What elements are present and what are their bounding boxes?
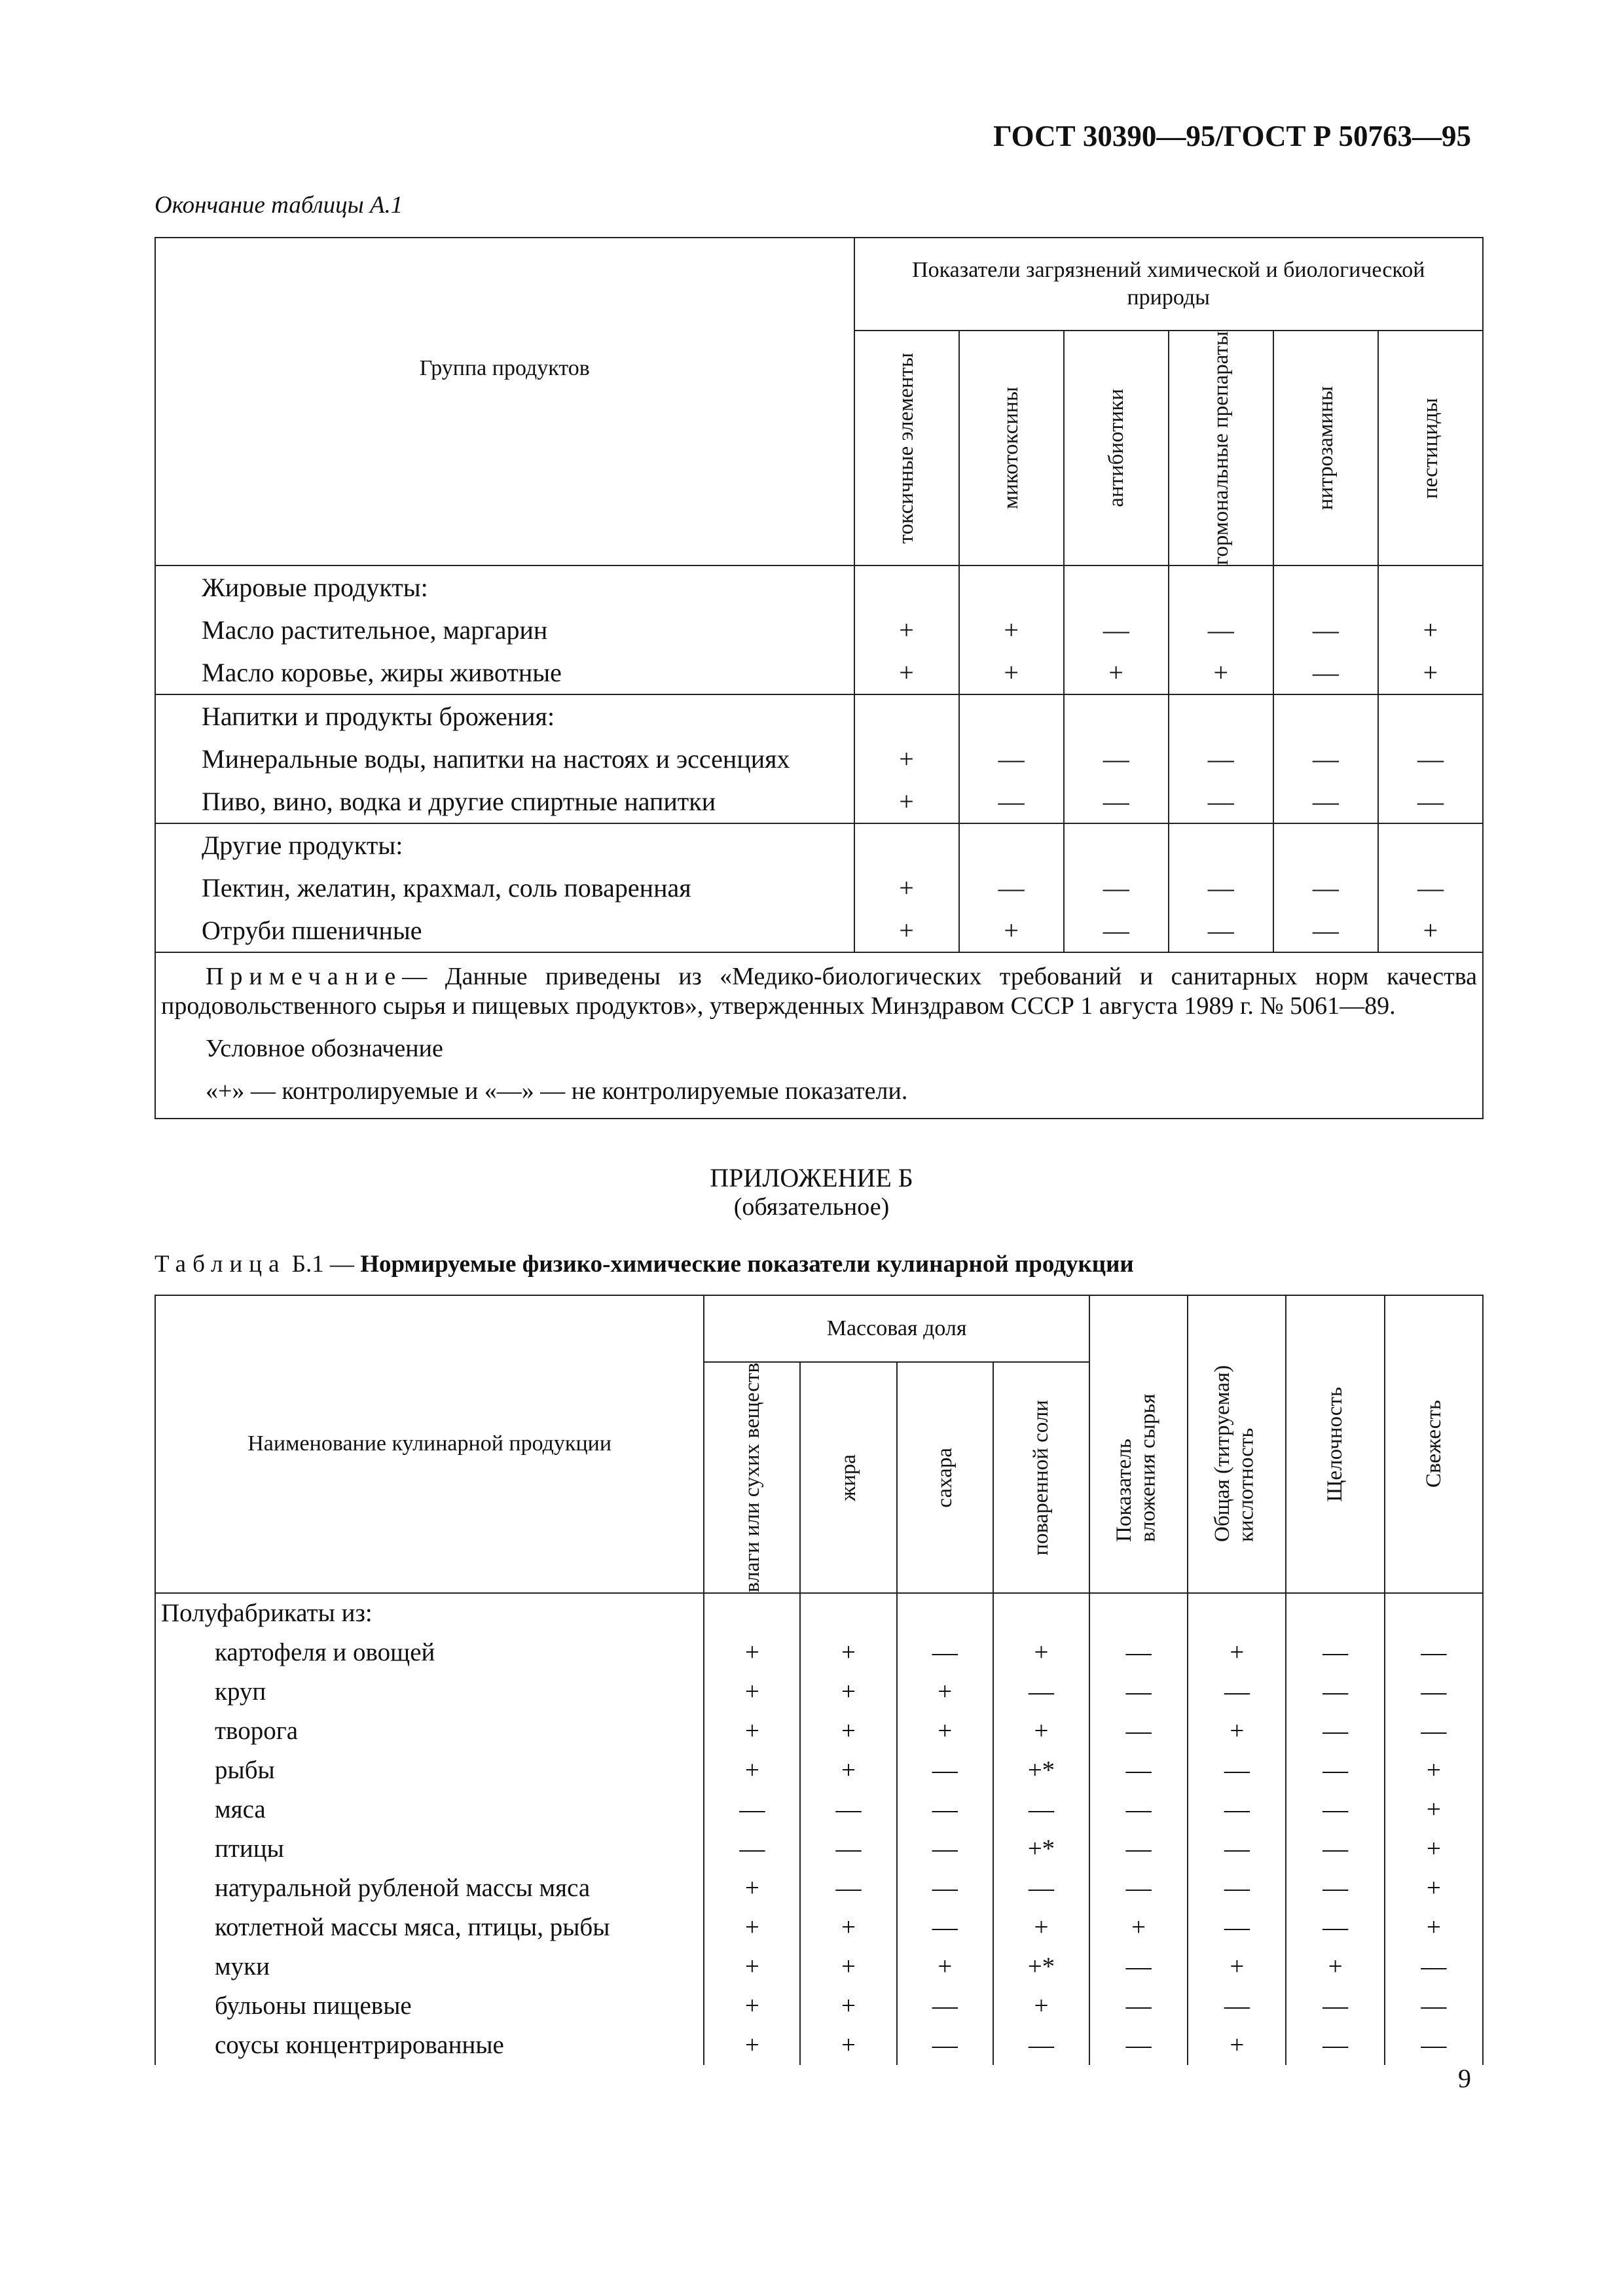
- mark-cell: —: [1064, 867, 1169, 909]
- mark-cell: —: [1286, 1908, 1384, 1947]
- mark-cell: +: [1385, 1790, 1483, 1829]
- column-header: [1273, 331, 1378, 565]
- table-row: [155, 1829, 1483, 1869]
- mark-cell: —: [1169, 738, 1273, 780]
- mark-cell: —: [1089, 1712, 1188, 1751]
- product-name: натуральной рубленой массы мяса: [155, 1869, 704, 1908]
- group-title: Другие продукты:: [155, 823, 854, 867]
- table-row: [155, 1869, 1483, 1908]
- mark-cell: +: [993, 1633, 1089, 1672]
- page-number: 9: [1458, 2064, 1471, 2093]
- table-row: [155, 1986, 1483, 2026]
- mark-cell: +: [1169, 651, 1273, 694]
- empty-cell: [959, 694, 1064, 738]
- mark-cell: —: [1385, 1633, 1483, 1672]
- mark-cell: —: [1188, 1908, 1286, 1947]
- mark-cell: —: [704, 1829, 800, 1869]
- product-name-header: Наименование кулинарной продукции: [155, 1295, 704, 1593]
- mark-cell: +: [854, 738, 959, 780]
- col-header-acidity: Общая (титруемая) кислотность: [1188, 1295, 1286, 1593]
- product-name: муки: [155, 1947, 704, 1986]
- col-header-yield: Показатель вложения сырья: [1089, 1295, 1188, 1593]
- product-name: круп: [155, 1672, 704, 1712]
- empty-cell: [897, 1593, 993, 1633]
- column-header: [1169, 331, 1273, 565]
- product-name: рыбы: [155, 1751, 704, 1790]
- product-name: Пиво, вино, водка и другие спиртные напитки: [155, 780, 854, 823]
- mark-cell: +: [704, 1712, 800, 1751]
- empty-cell: [1169, 823, 1273, 867]
- mark-cell: —: [1385, 1986, 1483, 2026]
- table-row: [155, 1790, 1483, 1829]
- column-header-label: микотоксины: [999, 387, 1023, 510]
- mark-cell: +: [1385, 1869, 1483, 1908]
- mark-cell: —: [704, 1790, 800, 1829]
- table-a1-caption: Окончание таблицы А.1: [155, 192, 403, 219]
- appendix-subtitle: (обязательное): [733, 1193, 890, 1221]
- group-title: Жировые продукты:: [155, 565, 854, 609]
- table-a1: [155, 237, 1484, 1119]
- mark-cell: —: [1188, 1986, 1286, 2026]
- mark-cell: +: [959, 609, 1064, 651]
- mark-cell: +: [800, 1986, 896, 2026]
- table-row: [155, 738, 1483, 780]
- mark-cell: —: [897, 1751, 993, 1790]
- mark-cell: +: [800, 1633, 896, 1672]
- product-name: птицы: [155, 1829, 704, 1869]
- column-header: [1378, 331, 1483, 565]
- mark-cell: +: [993, 1908, 1089, 1947]
- mass-column-label: жира: [836, 1454, 860, 1501]
- group-row: [155, 823, 1483, 867]
- mark-cell: —: [1089, 2026, 1188, 2065]
- column-header: [1064, 331, 1169, 565]
- mark-cell: —: [1378, 780, 1483, 823]
- empty-cell: [1273, 694, 1378, 738]
- mark-cell: —: [897, 1869, 993, 1908]
- mark-cell: +: [800, 1947, 896, 1986]
- mark-cell: —: [1188, 1790, 1286, 1829]
- mark-cell: —: [1378, 738, 1483, 780]
- mark-cell: —: [1064, 738, 1169, 780]
- mark-cell: +: [897, 1712, 993, 1751]
- mark-cell: —: [1286, 1751, 1384, 1790]
- mark-cell: —: [1188, 1672, 1286, 1712]
- mark-cell: —: [1273, 867, 1378, 909]
- empty-cell: [800, 1593, 896, 1633]
- empty-cell: [1064, 565, 1169, 609]
- mark-cell: —: [1286, 2026, 1384, 2065]
- group-row: [155, 1593, 1483, 1633]
- group-title: Полуфабрикаты из:: [155, 1593, 704, 1633]
- note-text: — Данные приведены из «Медико-биологических требований и санитарных норм качества продовольственного сырья и пищевых продуктов», утвержденных Минздравом СССР 1 августа 1989 г. № 5061—89.: [161, 963, 1477, 1020]
- mark-cell: +*: [993, 1751, 1089, 1790]
- mass-fraction-header: Массовая доля: [704, 1295, 1089, 1362]
- mark-cell: +: [704, 1869, 800, 1908]
- mass-column-label: влаги или сухих веществ: [740, 1363, 764, 1592]
- column-header-label: пестициды: [1418, 397, 1442, 499]
- mark-cell: —: [1169, 609, 1273, 651]
- column-header-label: антибиотики: [1104, 389, 1128, 508]
- mass-column-label: сахара: [933, 1447, 957, 1508]
- group-row: [155, 565, 1483, 609]
- mark-cell: +: [993, 1986, 1089, 2026]
- table-row: [155, 651, 1483, 694]
- column-header-label: токсичные элементы: [894, 352, 919, 544]
- legend-text: «+» — контролируемые и «—» — не контролируемые показатели.: [206, 1077, 908, 1105]
- mark-cell: —: [959, 780, 1064, 823]
- product-name: соусы концентрированные: [155, 2026, 704, 2065]
- mark-cell: +: [897, 1672, 993, 1712]
- mark-cell: +: [854, 609, 959, 651]
- empty-cell: [854, 823, 959, 867]
- mark-cell: —: [1273, 909, 1378, 952]
- column-header: [959, 331, 1064, 565]
- mark-cell: —: [1385, 2026, 1483, 2065]
- table-row: [155, 1712, 1483, 1751]
- mark-cell: —: [1089, 1751, 1188, 1790]
- mark-cell: +: [854, 651, 959, 694]
- mark-cell: —: [1169, 780, 1273, 823]
- mark-cell: +: [1378, 609, 1483, 651]
- empty-cell: [1273, 823, 1378, 867]
- product-name: Масло коровье, жиры животные: [155, 651, 854, 694]
- mark-cell: —: [800, 1790, 896, 1829]
- table-note: [155, 952, 1483, 1118]
- mark-cell: —: [1169, 909, 1273, 952]
- table-row: [155, 1947, 1483, 1986]
- table-row: [155, 780, 1483, 823]
- table-b1: [155, 1295, 1484, 2065]
- mark-cell: —: [1286, 1633, 1384, 1672]
- mark-cell: —: [1273, 738, 1378, 780]
- mark-cell: —: [897, 1908, 993, 1947]
- product-name: бульоны пищевые: [155, 1986, 704, 2026]
- table-row: [155, 1908, 1483, 1947]
- product-name: мяса: [155, 1790, 704, 1829]
- mark-cell: +: [993, 1712, 1089, 1751]
- table-row: [155, 1751, 1483, 1790]
- col-header-alkalinity: Щелочность: [1286, 1295, 1384, 1593]
- mark-cell: —: [800, 1829, 896, 1869]
- mark-cell: +: [897, 1947, 993, 1986]
- mark-cell: +: [704, 2026, 800, 2065]
- indicators-header: Показатели загрязнений химической и биологической природы: [854, 238, 1483, 331]
- mark-cell: +: [800, 1672, 896, 1712]
- column-header-label: нитрозамины: [1313, 386, 1338, 511]
- group-title: Напитки и продукты брожения:: [155, 694, 854, 738]
- mark-cell: —: [1188, 1869, 1286, 1908]
- mark-cell: +: [959, 909, 1064, 952]
- empty-cell: [704, 1593, 800, 1633]
- mark-cell: —: [1273, 609, 1378, 651]
- table-row: [155, 867, 1483, 909]
- product-name: Минеральные воды, напитки на настоях и эссенциях: [155, 738, 854, 780]
- mark-cell: —: [1286, 1672, 1384, 1712]
- mark-cell: —: [1273, 651, 1378, 694]
- mark-cell: —: [1089, 1947, 1188, 1986]
- empty-cell: [959, 823, 1064, 867]
- table-row: [155, 2026, 1483, 2065]
- group-header: Группа продуктов: [155, 238, 854, 565]
- mark-cell: —: [1188, 1751, 1286, 1790]
- mass-column-header: [704, 1362, 800, 1593]
- mark-cell: +: [704, 1947, 800, 1986]
- mark-cell: +: [800, 1751, 896, 1790]
- mark-cell: —: [1089, 1633, 1188, 1672]
- mark-cell: +: [704, 1751, 800, 1790]
- mark-cell: —: [1064, 609, 1169, 651]
- mark-cell: —: [897, 1986, 993, 2026]
- mark-cell: +: [800, 1908, 896, 1947]
- empty-cell: [1089, 1593, 1188, 1633]
- mark-cell: —: [1286, 1790, 1384, 1829]
- mass-column-label: поваренной соли: [1029, 1399, 1053, 1556]
- mark-cell: —: [1286, 1712, 1384, 1751]
- mark-cell: —: [993, 1790, 1089, 1829]
- mark-cell: +: [1188, 1947, 1286, 1986]
- mark-cell: —: [897, 1829, 993, 1869]
- mark-cell: +*: [993, 1947, 1089, 1986]
- mark-cell: +: [1188, 2026, 1286, 2065]
- empty-cell: [993, 1593, 1089, 1633]
- mark-cell: —: [1089, 1790, 1188, 1829]
- mark-cell: +*: [993, 1829, 1089, 1869]
- empty-cell: [1169, 694, 1273, 738]
- empty-cell: [1286, 1593, 1384, 1633]
- mark-cell: —: [1169, 867, 1273, 909]
- mark-cell: +: [1188, 1633, 1286, 1672]
- empty-cell: [854, 694, 959, 738]
- empty-cell: [1188, 1593, 1286, 1633]
- empty-cell: [1064, 694, 1169, 738]
- mark-cell: +: [1286, 1947, 1384, 1986]
- mark-cell: +: [854, 780, 959, 823]
- mark-cell: —: [1286, 1986, 1384, 2026]
- product-name: котлетной массы мяса, птицы, рыбы: [155, 1908, 704, 1947]
- table-row: [155, 609, 1483, 651]
- mark-cell: —: [1089, 1869, 1188, 1908]
- table-row: [155, 1672, 1483, 1712]
- mark-cell: +: [854, 867, 959, 909]
- group-row: [155, 694, 1483, 738]
- empty-cell: [1064, 823, 1169, 867]
- product-name: Пектин, желатин, крахмал, соль поваренная: [155, 867, 854, 909]
- legend-title: Условное обозначение: [206, 1035, 443, 1063]
- empty-cell: [1385, 1593, 1483, 1633]
- product-name: Отруби пшеничные: [155, 909, 854, 952]
- empty-cell: [1169, 565, 1273, 609]
- mark-cell: —: [1089, 1672, 1188, 1712]
- column-header: [854, 331, 959, 565]
- mark-cell: +: [854, 909, 959, 952]
- mark-cell: +: [704, 1986, 800, 2026]
- product-name: творога: [155, 1712, 704, 1751]
- mark-cell: —: [1385, 1672, 1483, 1712]
- mark-cell: —: [897, 2026, 993, 2065]
- empty-cell: [959, 565, 1064, 609]
- mark-cell: +: [704, 1908, 800, 1947]
- mark-cell: —: [1385, 1712, 1483, 1751]
- mark-cell: +: [1385, 1908, 1483, 1947]
- mark-cell: +: [1064, 651, 1169, 694]
- empty-cell: [1378, 565, 1483, 609]
- caption-title: Нормируемые физико-химические показатели кулинарной продукции: [360, 1251, 1134, 1278]
- table-b1-caption: [155, 1250, 1134, 1278]
- mark-cell: —: [1273, 780, 1378, 823]
- mass-column-header: [993, 1362, 1089, 1593]
- column-header-label: гормональные препараты: [1209, 331, 1233, 565]
- mark-cell: —: [1286, 1829, 1384, 1869]
- mass-column-header: [800, 1362, 896, 1593]
- mark-cell: +: [1385, 1829, 1483, 1869]
- caption-prefix: Таблица: [155, 1251, 286, 1278]
- empty-cell: [1273, 565, 1378, 609]
- mark-cell: +: [1188, 1712, 1286, 1751]
- mark-cell: —: [993, 1869, 1089, 1908]
- product-name: Масло растительное, маргарин: [155, 609, 854, 651]
- mark-cell: —: [993, 1672, 1089, 1712]
- mark-cell: —: [959, 738, 1064, 780]
- mark-cell: +: [1385, 1751, 1483, 1790]
- mark-cell: —: [959, 867, 1064, 909]
- mark-cell: —: [1286, 1869, 1384, 1908]
- mark-cell: +: [1378, 651, 1483, 694]
- document-header: ГОСТ 30390—95/ГОСТ Р 50763—95: [993, 120, 1471, 152]
- mark-cell: +: [1378, 909, 1483, 952]
- empty-cell: [1378, 823, 1483, 867]
- col-header-freshness: Свежесть: [1385, 1295, 1483, 1593]
- mark-cell: —: [993, 2026, 1089, 2065]
- table-row: [155, 1633, 1483, 1672]
- mark-cell: —: [1385, 1947, 1483, 1986]
- mark-cell: —: [1188, 1829, 1286, 1869]
- mark-cell: —: [1064, 909, 1169, 952]
- mark-cell: +: [800, 1712, 896, 1751]
- table-row: [155, 909, 1483, 952]
- mark-cell: —: [1089, 1986, 1188, 2026]
- caption-number: Б.1 —: [291, 1251, 354, 1278]
- mark-cell: —: [1089, 1829, 1188, 1869]
- mark-cell: —: [1064, 780, 1169, 823]
- appendix-title: ПРИЛОЖЕНИЕ Б: [710, 1163, 913, 1193]
- mark-cell: —: [800, 1869, 896, 1908]
- mark-cell: —: [897, 1633, 993, 1672]
- empty-cell: [854, 565, 959, 609]
- product-name: картофеля и овощей: [155, 1633, 704, 1672]
- mark-cell: +: [1089, 1908, 1188, 1947]
- note-label: Примечание: [206, 963, 403, 991]
- mark-cell: +: [800, 2026, 896, 2065]
- mark-cell: —: [897, 1790, 993, 1829]
- mark-cell: +: [704, 1633, 800, 1672]
- mass-column-header: [897, 1362, 993, 1593]
- mark-cell: +: [959, 651, 1064, 694]
- mark-cell: —: [1378, 867, 1483, 909]
- empty-cell: [1378, 694, 1483, 738]
- mark-cell: +: [704, 1672, 800, 1712]
